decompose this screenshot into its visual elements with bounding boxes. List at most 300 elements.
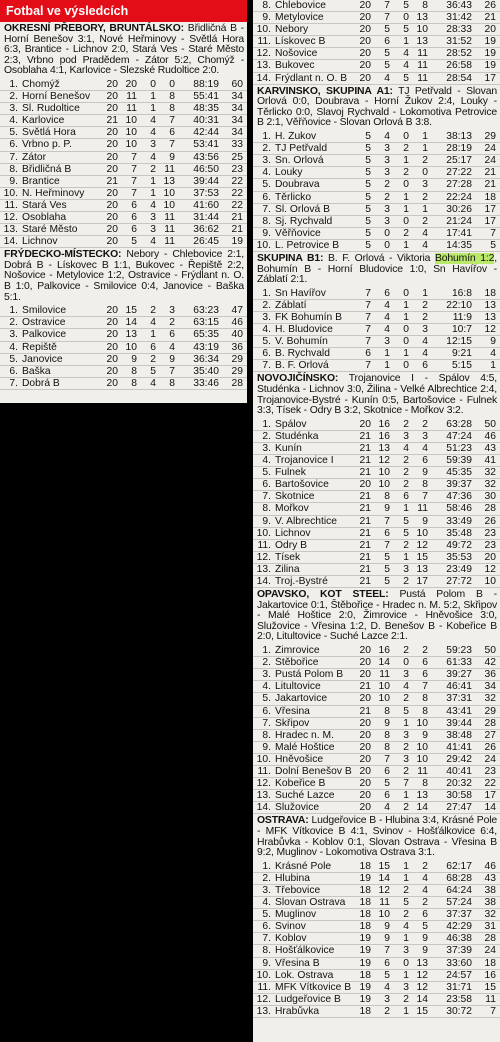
losses: 5 <box>411 921 430 933</box>
standing-position: 7. <box>253 717 273 729</box>
losses: 0 <box>411 167 430 179</box>
team-name: Sl. Orlová B <box>273 203 354 215</box>
table-row <box>253 669 500 681</box>
table-row <box>253 131 500 143</box>
wins: 4 <box>373 72 392 84</box>
wins: 5 <box>373 969 392 981</box>
goal-score: 40:41 <box>430 766 474 778</box>
losses: 4 <box>411 884 430 896</box>
matches-played: 21 <box>354 705 373 717</box>
draws: 2 <box>392 993 411 1005</box>
table-row <box>253 179 500 191</box>
goal-score: 43:41 <box>430 705 474 717</box>
matches-played: 7 <box>354 299 373 311</box>
points: 43 <box>474 442 500 454</box>
points: 13 <box>474 311 500 323</box>
standing-position: 1. <box>253 288 273 300</box>
points: 24 <box>474 753 500 765</box>
matches-played: 20 <box>101 377 120 389</box>
draws: 4 <box>139 151 158 163</box>
losses: 13 <box>411 36 430 48</box>
wins: 5 <box>373 60 392 72</box>
goal-score: 40:31 <box>177 115 221 127</box>
draws: 1 <box>392 203 411 215</box>
matches-played: 20 <box>354 0 373 12</box>
points: 17 <box>474 790 500 802</box>
table-row <box>253 24 500 36</box>
matches-played: 21 <box>354 563 373 575</box>
matches-played: 5 <box>354 227 373 239</box>
goal-score: 24:57 <box>430 969 474 981</box>
draws: 1 <box>392 969 411 981</box>
points: 38 <box>474 897 500 909</box>
draws: 5 <box>392 0 411 12</box>
points: 18 <box>474 288 500 300</box>
table-row <box>253 539 500 551</box>
standing-position: 4. <box>253 167 273 179</box>
matches-played: 5 <box>354 155 373 167</box>
standing-position: 13. <box>253 1005 273 1017</box>
losses: 13 <box>411 563 430 575</box>
standing-position: 4. <box>253 897 273 909</box>
points: 32 <box>474 467 500 479</box>
standing-position: 5. <box>253 909 273 921</box>
table-row <box>253 311 500 323</box>
points: 36 <box>221 341 247 353</box>
wins: 7 <box>120 151 139 163</box>
table-row <box>0 151 247 163</box>
points: 21 <box>221 212 247 224</box>
matches-played: 20 <box>101 236 120 248</box>
points: 20 <box>474 551 500 563</box>
ostrava-results <box>257 816 497 858</box>
matches-played: 21 <box>101 115 120 127</box>
wins: 9 <box>373 933 392 945</box>
team-name: Třebovice <box>273 884 354 896</box>
wins: 12 <box>373 884 392 896</box>
losses: 11 <box>411 503 430 515</box>
wins: 6 <box>120 212 139 224</box>
draws: 1 <box>392 872 411 884</box>
wins: 5 <box>373 24 392 36</box>
standing-position: 8. <box>0 163 20 175</box>
matches-played: 21 <box>354 551 373 563</box>
losses: 2 <box>411 215 430 227</box>
team-name: Vřesina B <box>273 957 354 969</box>
draws: 1 <box>392 717 411 729</box>
losses: 9 <box>411 729 430 741</box>
draws: 2 <box>392 909 411 921</box>
wins: 9 <box>120 353 139 365</box>
standing-position: 11. <box>253 766 273 778</box>
wins: 3 <box>373 143 392 155</box>
goal-score: 37:53 <box>177 187 221 199</box>
goal-score: 29:42 <box>430 753 474 765</box>
wins: 11 <box>120 103 139 115</box>
team-name: Lichnov <box>273 527 354 539</box>
team-name: Pustá Polom B <box>273 669 354 681</box>
team-name: Osoblaha <box>20 212 101 224</box>
points: 4 <box>474 348 500 360</box>
matches-played: 20 <box>354 479 373 491</box>
team-name: H. Bludovice <box>273 324 354 336</box>
table-row <box>0 305 247 317</box>
table-row <box>253 884 500 896</box>
standing-position: 11. <box>253 36 273 48</box>
standing-position: 9. <box>253 515 273 527</box>
points: 24 <box>474 155 500 167</box>
team-name: Světlá Hora <box>20 127 101 139</box>
table-row <box>0 317 247 329</box>
standing-position: 2. <box>0 91 20 103</box>
team-name: Skřipov <box>273 717 354 729</box>
losses: 8 <box>158 377 177 389</box>
standing-position: 14. <box>0 236 20 248</box>
table-row <box>253 1005 500 1017</box>
goal-score: 39:37 <box>430 479 474 491</box>
team-name: V. Bohumín <box>273 336 354 348</box>
wins: 4 <box>373 981 392 993</box>
matches-played: 20 <box>354 24 373 36</box>
points: 22 <box>221 187 247 199</box>
matches-played: 5 <box>354 143 373 155</box>
standing-position: 7. <box>0 377 20 389</box>
matches-played: 21 <box>354 455 373 467</box>
losses: 12 <box>411 981 430 993</box>
standing-position: 13. <box>253 563 273 575</box>
wins: 14 <box>120 317 139 329</box>
table-row <box>253 993 500 1005</box>
losses: 3 <box>411 324 430 336</box>
team-name: Slovan Ostrava <box>273 897 354 909</box>
points: 38 <box>474 884 500 896</box>
table-row <box>253 479 500 491</box>
draws: 5 <box>392 897 411 909</box>
table-row <box>253 551 500 563</box>
standing-position: 10. <box>0 187 20 199</box>
points: 16 <box>474 969 500 981</box>
standing-position: 8. <box>253 503 273 515</box>
points: 20 <box>474 24 500 36</box>
team-name: Odry B <box>273 539 354 551</box>
wins: 7 <box>120 175 139 187</box>
matches-played: 20 <box>354 60 373 72</box>
standing-position: 10. <box>253 753 273 765</box>
goal-score: 48:35 <box>177 103 221 115</box>
matches-played: 5 <box>354 131 373 143</box>
standing-position: 9. <box>253 741 273 753</box>
table-row <box>253 72 500 84</box>
matches-played: 20 <box>101 365 120 377</box>
goal-score: 41:41 <box>430 741 474 753</box>
draws: 0 <box>392 657 411 669</box>
opavsko-heading: OPAVSKO, KOT STEEL: <box>257 589 389 601</box>
table-row <box>253 790 500 802</box>
novojicinsko-heading: NOVOJIČÍNSKO: <box>257 373 339 385</box>
table-row <box>253 645 500 657</box>
goal-score: 39:27 <box>430 669 474 681</box>
standing-position: 8. <box>253 729 273 741</box>
losses: 11 <box>158 224 177 236</box>
standing-position: 3. <box>253 442 273 454</box>
table-row <box>253 766 500 778</box>
goal-score: 42:44 <box>177 127 221 139</box>
table-row <box>0 91 247 103</box>
draws: 2 <box>392 167 411 179</box>
standing-position: 2. <box>253 872 273 884</box>
matches-played: 7 <box>354 311 373 323</box>
standing-position: 1. <box>253 645 273 657</box>
goal-score: 39:44 <box>430 717 474 729</box>
points: 12 <box>474 563 500 575</box>
team-name: H. Žukov <box>273 131 354 143</box>
points: 17 <box>474 203 500 215</box>
draws: 1 <box>392 191 411 203</box>
losses: 4 <box>411 227 430 239</box>
table-row <box>0 187 247 199</box>
goal-score: 28:52 <box>430 48 474 60</box>
wins: 6 <box>373 288 392 300</box>
goal-score: 28:33 <box>430 24 474 36</box>
wins: 11 <box>120 91 139 103</box>
points: 41 <box>474 455 500 467</box>
wins: 3 <box>373 203 392 215</box>
losses: 2 <box>411 311 430 323</box>
matches-played: 7 <box>354 324 373 336</box>
goal-score: 26:58 <box>430 60 474 72</box>
standing-position: 4. <box>253 324 273 336</box>
draws: 0 <box>392 957 411 969</box>
team-name: Kunín <box>273 442 354 454</box>
goal-score: 45:35 <box>430 467 474 479</box>
losses: 7 <box>411 491 430 503</box>
standing-position: 13. <box>0 224 20 236</box>
goal-score: 46:50 <box>177 163 221 175</box>
table-row <box>253 467 500 479</box>
team-name: Záblatí <box>273 299 354 311</box>
standing-position: 3. <box>0 103 20 115</box>
table-row <box>253 909 500 921</box>
goal-score: 46:38 <box>430 933 474 945</box>
losses: 6 <box>411 669 430 681</box>
points: 47 <box>221 305 247 317</box>
points: 46 <box>474 861 500 873</box>
draws: 3 <box>392 981 411 993</box>
points: 26 <box>474 741 500 753</box>
matches-played: 6 <box>354 348 373 360</box>
wins: 10 <box>373 693 392 705</box>
points: 60 <box>221 79 247 91</box>
team-name: Služovice <box>273 802 354 814</box>
goal-score: 63:28 <box>430 419 474 431</box>
team-name: Věřňovice <box>273 227 354 239</box>
standing-position: 5. <box>253 336 273 348</box>
losses: 9 <box>411 467 430 479</box>
wins: 5 <box>373 563 392 575</box>
wins: 1 <box>373 348 392 360</box>
losses: 9 <box>411 933 430 945</box>
goal-score: 27:28 <box>430 179 474 191</box>
points: 23 <box>221 163 247 175</box>
novojicinsko-results-text: Trojanovice I - Spálov 4:5, Studénka - Lichnov 3:0, Žilina - Velké Albrechtice 2:4, Trojanovice-Bystré - Kunín 0:5, Bartošovice - Fulnek 3:3, Tísek - Odry B 3:2, Skotnice - Mořkov 3:2. <box>257 373 497 417</box>
goal-score: 41:60 <box>177 199 221 211</box>
wins: 15 <box>120 305 139 317</box>
draws: 3 <box>392 669 411 681</box>
wins: 8 <box>373 729 392 741</box>
frydecko-heading: FRÝDECKO-MÍSTECKO: <box>4 249 122 261</box>
skupina-b1-results-pre: B. F. Orlová - Viktoria <box>328 252 436 264</box>
team-name: Tísek <box>273 551 354 563</box>
draws: 2 <box>392 455 411 467</box>
draws: 4 <box>392 921 411 933</box>
matches-played: 18 <box>354 909 373 921</box>
matches-played: 20 <box>101 79 120 91</box>
goal-score: 59:23 <box>430 645 474 657</box>
losses: 10 <box>158 187 177 199</box>
team-name: Troj.-Bystré <box>273 576 354 588</box>
team-name: Mořkov <box>273 503 354 515</box>
team-name: Suché Lazce <box>273 790 354 802</box>
table-row <box>253 203 500 215</box>
team-name: Hradec n. M. <box>273 729 354 741</box>
table-row <box>253 981 500 993</box>
matches-played: 20 <box>354 790 373 802</box>
losses: 3 <box>158 305 177 317</box>
points: 34 <box>221 115 247 127</box>
goal-score: 23:49 <box>430 563 474 575</box>
goal-score: 30:58 <box>430 790 474 802</box>
goal-score: 28:19 <box>430 143 474 155</box>
goal-score: 10:7 <box>430 324 474 336</box>
goal-score: 55:41 <box>177 91 221 103</box>
team-name: B. Rychvald <box>273 348 354 360</box>
losses: 10 <box>411 717 430 729</box>
team-name: Brantice <box>20 175 101 187</box>
goal-score: 53:41 <box>177 139 221 151</box>
wins: 16 <box>373 430 392 442</box>
ostrava-results-text: Ludgeřovice B - Hlubina 3:4, Krásné Pole - MFK Vítkovice B 4:1, Svinov - Hošťálkovice 6:4, Hrabůvka - Koblov 0:1, Slovan Ostrava - Vřesina B 9:2, Muglinov - Lokomotiva Ostrava 3:1. <box>257 815 497 859</box>
standing-position: 5. <box>253 693 273 705</box>
matches-played: 18 <box>354 897 373 909</box>
table-row <box>0 115 247 127</box>
wins: 0 <box>373 227 392 239</box>
matches-played: 21 <box>354 442 373 454</box>
standing-position: 5. <box>0 127 20 139</box>
standing-position: 1. <box>253 131 273 143</box>
wins: 4 <box>373 131 392 143</box>
wins: 7 <box>373 0 392 12</box>
matches-played: 18 <box>354 921 373 933</box>
goal-score: 21:24 <box>430 215 474 227</box>
ostrava-heading: OSTRAVA: <box>257 815 309 827</box>
table-row <box>253 717 500 729</box>
points: 32 <box>474 909 500 921</box>
table-row <box>253 802 500 814</box>
table-row <box>253 60 500 72</box>
team-name: Štěbořice <box>273 657 354 669</box>
losses: 2 <box>411 299 430 311</box>
team-name: Horní Benešov <box>20 91 101 103</box>
losses: 9 <box>411 515 430 527</box>
wins: 2 <box>373 179 392 191</box>
team-name: Hlubina <box>273 872 354 884</box>
draws: 4 <box>139 236 158 248</box>
points: 15 <box>474 981 500 993</box>
draws: 4 <box>139 377 158 389</box>
matches-played: 5 <box>354 167 373 179</box>
wins: 3 <box>373 155 392 167</box>
losses: 11 <box>411 48 430 60</box>
standing-position: 8. <box>253 945 273 957</box>
points: 28 <box>474 933 500 945</box>
team-name: Ludgeřovice B <box>273 993 354 1005</box>
losses: 2 <box>411 897 430 909</box>
draws: 0 <box>392 12 411 24</box>
losses: 15 <box>411 551 430 563</box>
standing-position: 10. <box>253 239 273 251</box>
team-name: FK Bohumín B <box>273 311 354 323</box>
team-name: L. Petrovice B <box>273 239 354 251</box>
table-row <box>0 224 247 236</box>
standing-position: 2. <box>253 299 273 311</box>
goal-score: 14:35 <box>430 239 474 251</box>
team-name: Stará Ves <box>20 199 101 211</box>
standing-position: 1. <box>253 861 273 873</box>
wins: 4 <box>373 802 392 814</box>
draws: 0 <box>392 215 411 227</box>
standing-position: 3. <box>253 311 273 323</box>
matches-played: 5 <box>354 203 373 215</box>
losses: 8 <box>411 0 430 12</box>
goal-score: 12:15 <box>430 336 474 348</box>
losses: 8 <box>158 103 177 115</box>
points: 34 <box>221 103 247 115</box>
table-row <box>253 576 500 588</box>
table-row <box>253 191 500 203</box>
matches-played: 21 <box>354 503 373 515</box>
wins: 7 <box>373 539 392 551</box>
team-name: Litultovice <box>273 681 354 693</box>
skupina-b1-heading: SKUPINA B1: <box>257 252 324 264</box>
goal-score: 36:34 <box>177 353 221 365</box>
team-name: Hrabůvka <box>273 1005 354 1017</box>
points: 19 <box>221 236 247 248</box>
points: 46 <box>221 317 247 329</box>
standing-position: 9. <box>0 175 20 187</box>
team-name: Nebory <box>273 24 354 36</box>
draws: 3 <box>392 563 411 575</box>
wins: 10 <box>373 681 392 693</box>
wins: 9 <box>373 717 392 729</box>
wins: 4 <box>373 324 392 336</box>
points: 43 <box>474 872 500 884</box>
losses: 2 <box>411 419 430 431</box>
matches-played: 20 <box>354 48 373 60</box>
losses: 2 <box>411 861 430 873</box>
team-name: Doubrava <box>273 179 354 191</box>
goal-score: 62:17 <box>430 861 474 873</box>
draws: 2 <box>392 479 411 491</box>
draws: 4 <box>139 317 158 329</box>
table-row <box>253 729 500 741</box>
highlighted-result: Bohumín 1:2 <box>435 252 495 264</box>
team-name: Sl. Rudoltice <box>20 103 101 115</box>
matches-played: 19 <box>354 957 373 969</box>
wins: 12 <box>373 455 392 467</box>
wins: 14 <box>373 657 392 669</box>
team-name: Lichnov <box>20 236 101 248</box>
points: 34 <box>474 681 500 693</box>
